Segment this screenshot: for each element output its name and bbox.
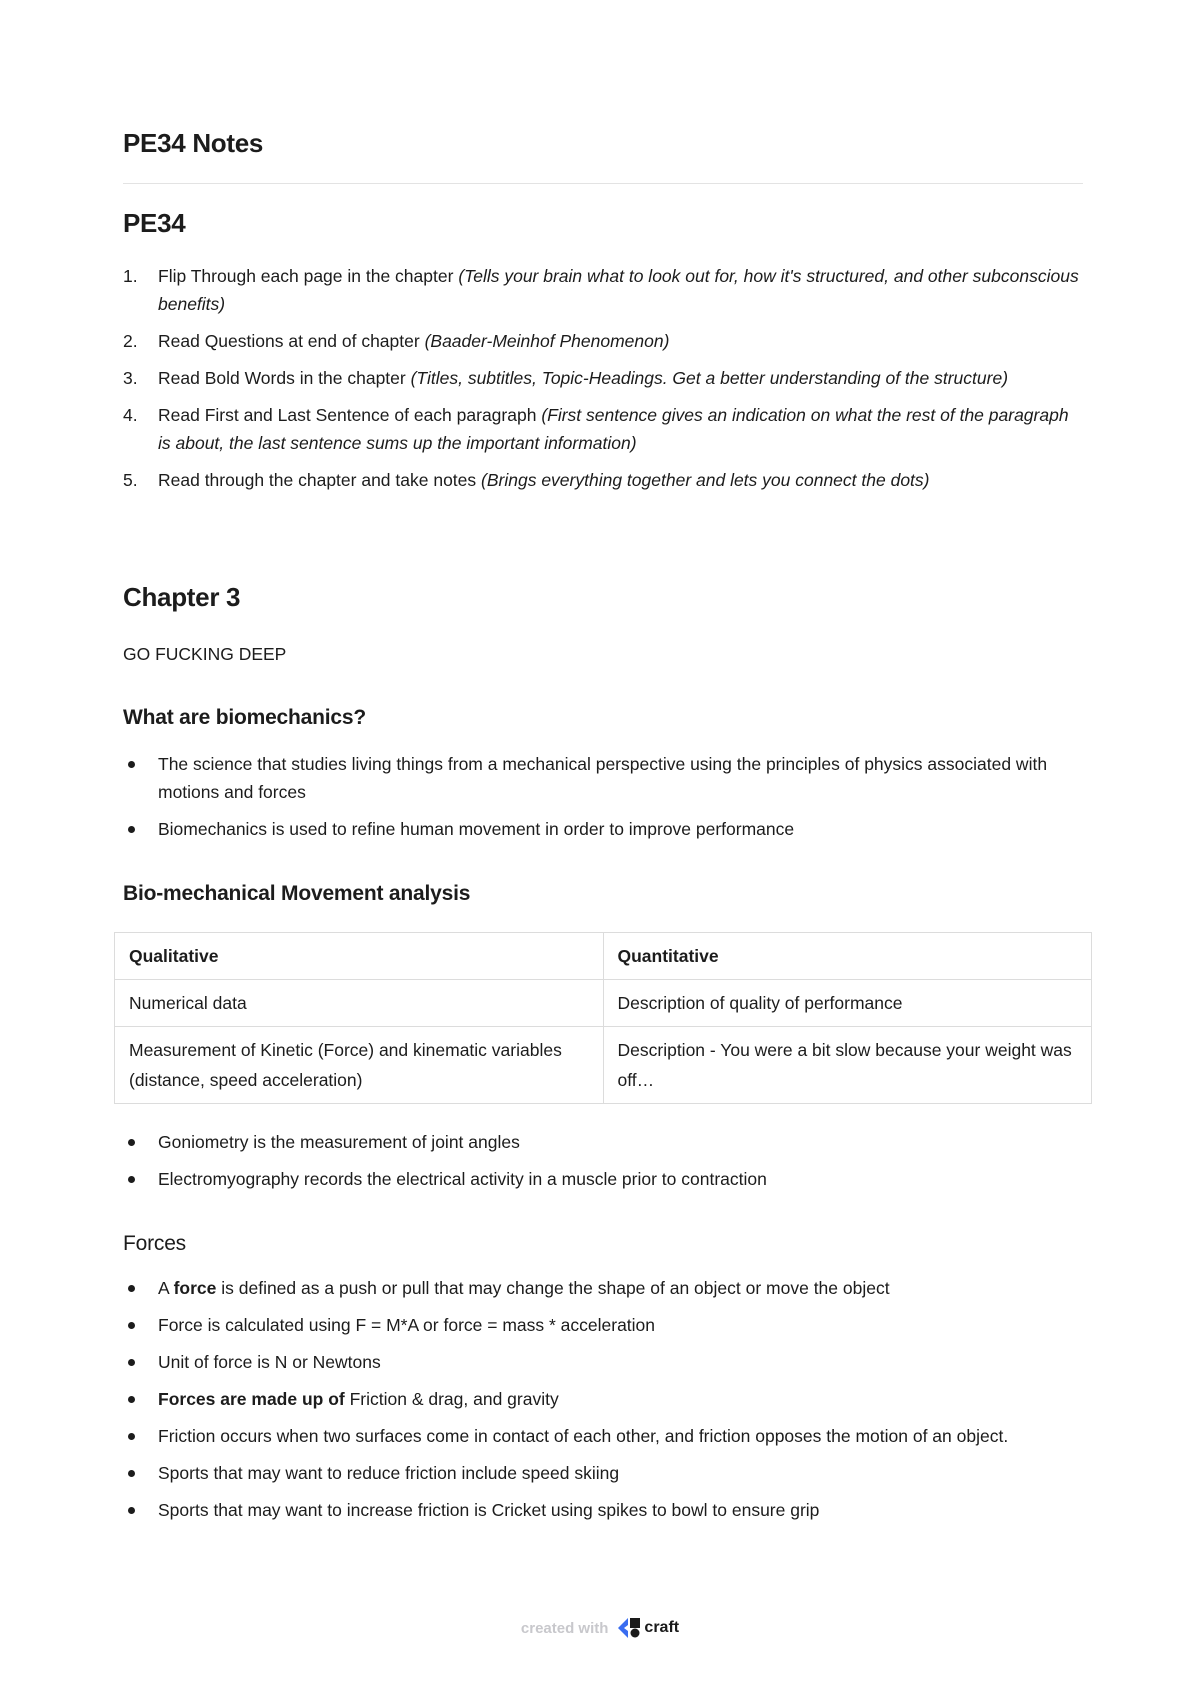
bullet-icon: [128, 1396, 135, 1403]
bullet-icon: [128, 1139, 135, 1146]
footer: [0, 1618, 1200, 1638]
section-heading-pe34: PE34: [123, 208, 186, 238]
step-text: Read Questions at end of chapter: [158, 331, 420, 351]
table-header-cell: Qualitative: [115, 933, 604, 980]
step-note: (Tells your brain what to look out for, how it's structured, and other subconscious benefits): [158, 266, 1079, 314]
bullet-icon: [128, 1433, 135, 1440]
bullet-icon: [128, 1285, 135, 1292]
list-item: Goniometry is the measurement of joint angles: [123, 1128, 1083, 1156]
section-heading-chapter3: Chapter 3: [123, 582, 241, 612]
subheading-forces: Forces: [123, 1232, 186, 1255]
step-note: (Brings everything together and lets you connect the dots): [481, 470, 930, 490]
bullet-icon: [128, 826, 135, 833]
bullet-icon: [128, 1470, 135, 1477]
bullet-icon: [128, 1359, 135, 1366]
list-number: 1.: [123, 266, 138, 286]
list-item: Sports that may want to increase friction is Cricket using spikes to bowl to ensure grip: [123, 1496, 1083, 1524]
list-number: 3.: [123, 368, 138, 388]
bold-term: force: [173, 1278, 217, 1298]
craft-logo-icon: [618, 1618, 640, 1638]
subheading-movement-analysis: Bio-mechanical Movement analysis: [123, 882, 471, 905]
craft-brand[interactable]: [618, 1618, 679, 1638]
step-note: (Baader-Meinhof Phenomenon): [424, 331, 670, 351]
study-steps-list: [123, 262, 1083, 503]
step-text: Read through the chapter and take notes: [158, 470, 477, 490]
list-item: [123, 364, 1083, 392]
subheading-biomechanics: What are biomechanics?: [123, 706, 366, 729]
step-note: (First sentence gives an indication on what the rest of the paragraph is about, the last sentence sums up the important information): [158, 405, 1069, 453]
document-title: PE34 Notes: [123, 128, 264, 158]
table-cell: Measurement of Kinetic (Force) and kinematic variables (distance, speed acceleration): [115, 1027, 604, 1104]
list-item: Forces are made up of Friction & drag, and gravity: [123, 1385, 1083, 1413]
list-item: Biomechanics is used to refine human movement in order to improve performance: [123, 815, 1083, 843]
list-item: The science that studies living things from a mechanical perspective using the principles of physics associated with motions and forces: [123, 750, 1083, 806]
bold-term: Forces are made up of: [158, 1389, 345, 1409]
step-text: Flip Through each page in the chapter: [158, 266, 454, 286]
created-with-label: created with: [520, 1619, 609, 1637]
list-item: Unit of force is N or Newtons: [123, 1348, 1083, 1376]
table-header-cell: Quantitative: [603, 933, 1092, 980]
bullet-icon: [128, 761, 135, 768]
forces-list: [123, 1274, 1083, 1533]
measurement-list: [123, 1128, 1083, 1202]
step-note: (Titles, subtitles, Topic-Headings. Get a better understanding of the structure): [410, 368, 1009, 388]
step-text: Read First and Last Sentence of each paragraph: [158, 405, 537, 425]
list-item: Friction occurs when two surfaces come in contact of each other, and friction opposes the motion of an object.: [123, 1422, 1083, 1450]
title-divider: [123, 183, 1083, 184]
table-cell: Description of quality of performance: [603, 980, 1092, 1027]
table-cell: Numerical data: [115, 980, 604, 1027]
step-text: Read Bold Words in the chapter: [158, 368, 406, 388]
list-item: [123, 327, 1083, 355]
table-row: [115, 1027, 1092, 1104]
footer-attribution: [521, 1618, 679, 1638]
list-item: [123, 466, 1083, 494]
list-number: 4.: [123, 405, 138, 425]
list-item: [123, 401, 1083, 457]
table-row: [115, 980, 1092, 1027]
table-cell: Description - You were a bit slow because your weight was off…: [603, 1027, 1092, 1104]
list-item: A force is defined as a push or pull that may change the shape of an object or move the object: [123, 1274, 1083, 1302]
list-item: [123, 262, 1083, 318]
bullet-icon: [128, 1176, 135, 1183]
brand-name: craft: [644, 1619, 680, 1636]
chapter-intro: GO FUCKING DEEP: [123, 644, 287, 664]
bullet-icon: [128, 1322, 135, 1329]
list-item: Force is calculated using F = M*A or force = mass * acceleration: [123, 1311, 1083, 1339]
movement-analysis-table: [114, 932, 1092, 1104]
list-item: Sports that may want to reduce friction include speed skiing: [123, 1459, 1083, 1487]
list-item: Electromyography records the electrical activity in a muscle prior to contraction: [123, 1165, 1083, 1193]
biomechanics-list: [123, 750, 1083, 852]
list-number: 2.: [123, 331, 138, 351]
bullet-icon: [128, 1507, 135, 1514]
list-number: 5.: [123, 470, 138, 490]
table-header-row: [115, 933, 1092, 980]
